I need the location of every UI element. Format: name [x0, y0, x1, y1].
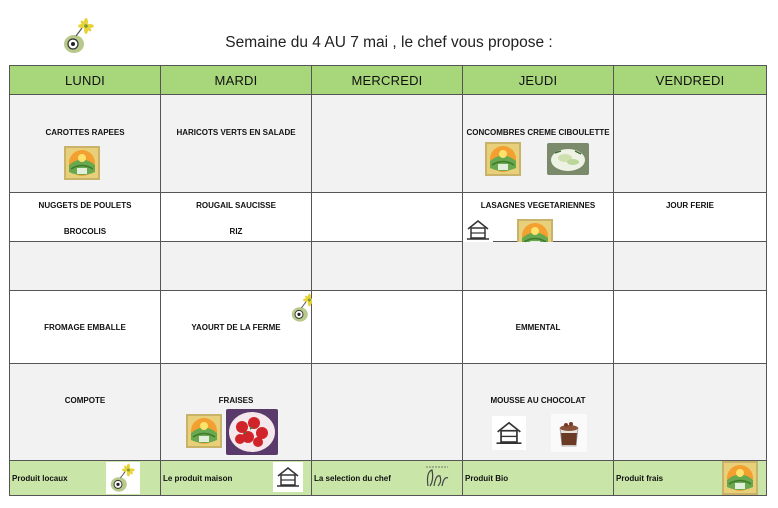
homemade-house-icon [492, 416, 526, 450]
cell-mercredi-entree [312, 95, 463, 193]
cell-lundi-laitage [10, 291, 161, 364]
plat-row [10, 193, 767, 242]
cell-vendredi-entree [614, 95, 767, 193]
menu-item: YAOURT DE LA FERME [191, 323, 281, 332]
legend-chef [312, 461, 463, 496]
cell-jeudi-laitage [463, 291, 614, 364]
menu-item: COMPOTE [64, 396, 106, 405]
cell-lundi-entree [10, 95, 161, 193]
legend-label: Le produit maison [163, 474, 233, 483]
legend-frais [614, 461, 767, 496]
homemade-house-icon [273, 462, 303, 492]
menu-item: EMMENTAL [515, 323, 561, 332]
homemade-house-icon [463, 215, 493, 245]
legend-label: Produit locaux [12, 474, 68, 483]
day-header-row [10, 66, 767, 95]
cell-mercredi-laitage [312, 291, 463, 364]
cell-vendredi-plat [614, 193, 767, 242]
chocolate-mousse-photo [551, 414, 587, 452]
cell-empty [463, 242, 614, 291]
organic-label-icon [722, 461, 758, 495]
day-header-lundi: LUNDI [10, 66, 161, 95]
menu-item: ROUGAIL SAUCISSE [196, 201, 276, 210]
legend-label: La selection du chef [314, 474, 391, 483]
menu-item: HARICOTS VERTS EN SALADE [176, 128, 296, 137]
cell-empty [10, 242, 161, 291]
legend-label: Produit frais [616, 474, 664, 483]
organic-label-icon [64, 146, 100, 180]
cell-vendredi-laitage [614, 291, 767, 364]
legend-label: Produit Bio [465, 474, 509, 483]
cell-empty [161, 242, 312, 291]
cell-mardi-plat [161, 193, 312, 242]
weekly-menu-table [9, 65, 767, 496]
laitage-row [10, 291, 767, 364]
menu-item: MOUSSE AU CHOCOLAT [490, 396, 586, 405]
menu-item: BROCOLIS [63, 227, 107, 236]
cell-lundi-plat [10, 193, 161, 242]
cell-mardi-laitage [161, 291, 312, 364]
cell-mardi-dessert [161, 364, 312, 461]
organic-label-icon [485, 142, 521, 176]
menu-item: NUGGETS DE POULETS [38, 201, 132, 210]
menu-item: CAROTTES RAPEES [45, 128, 125, 137]
cell-empty [614, 242, 767, 291]
day-header-jeudi: JEUDI [463, 66, 614, 95]
menu-item: JOUR FERIE [665, 201, 714, 210]
legend-row [10, 461, 767, 496]
cell-jeudi-dessert [463, 364, 614, 461]
day-header-mercredi: MERCREDI [312, 66, 463, 95]
cell-mardi-entree [161, 95, 312, 193]
day-header-vendredi: VENDREDI [614, 66, 767, 95]
local-product-icon [106, 462, 140, 494]
organic-label-icon [186, 414, 222, 448]
dessert-row [10, 364, 767, 461]
page-title: Semaine du 4 AU 7 mai , le chef vous propose : [225, 34, 553, 51]
menu-item: RIZ [229, 227, 243, 236]
menu-item: FROMAGE EMBALLE [44, 323, 126, 332]
cucumber-salad-photo [547, 143, 589, 175]
day-header-mardi: MARDI [161, 66, 312, 95]
cell-empty [312, 242, 463, 291]
cell-jeudi-plat [463, 193, 614, 242]
strawberries-photo [226, 409, 278, 455]
legend-maison [161, 461, 312, 496]
cell-mercredi-plat [312, 193, 463, 242]
cell-jeudi-entree [463, 95, 614, 193]
cell-mercredi-dessert [312, 364, 463, 461]
chef-selection-icon [420, 462, 454, 492]
menu-item: CONCOMBRES CREME CIBOULETTE [466, 128, 610, 137]
menu-item: FRAISES [218, 396, 254, 405]
entree-row [10, 95, 767, 193]
menu-item: LASAGNES VEGETARIENNES [480, 201, 596, 210]
legend-local [10, 461, 161, 496]
cell-lundi-dessert [10, 364, 161, 461]
cell-vendredi-dessert [614, 364, 767, 461]
empty-row [10, 242, 767, 291]
legend-bio [463, 461, 614, 496]
